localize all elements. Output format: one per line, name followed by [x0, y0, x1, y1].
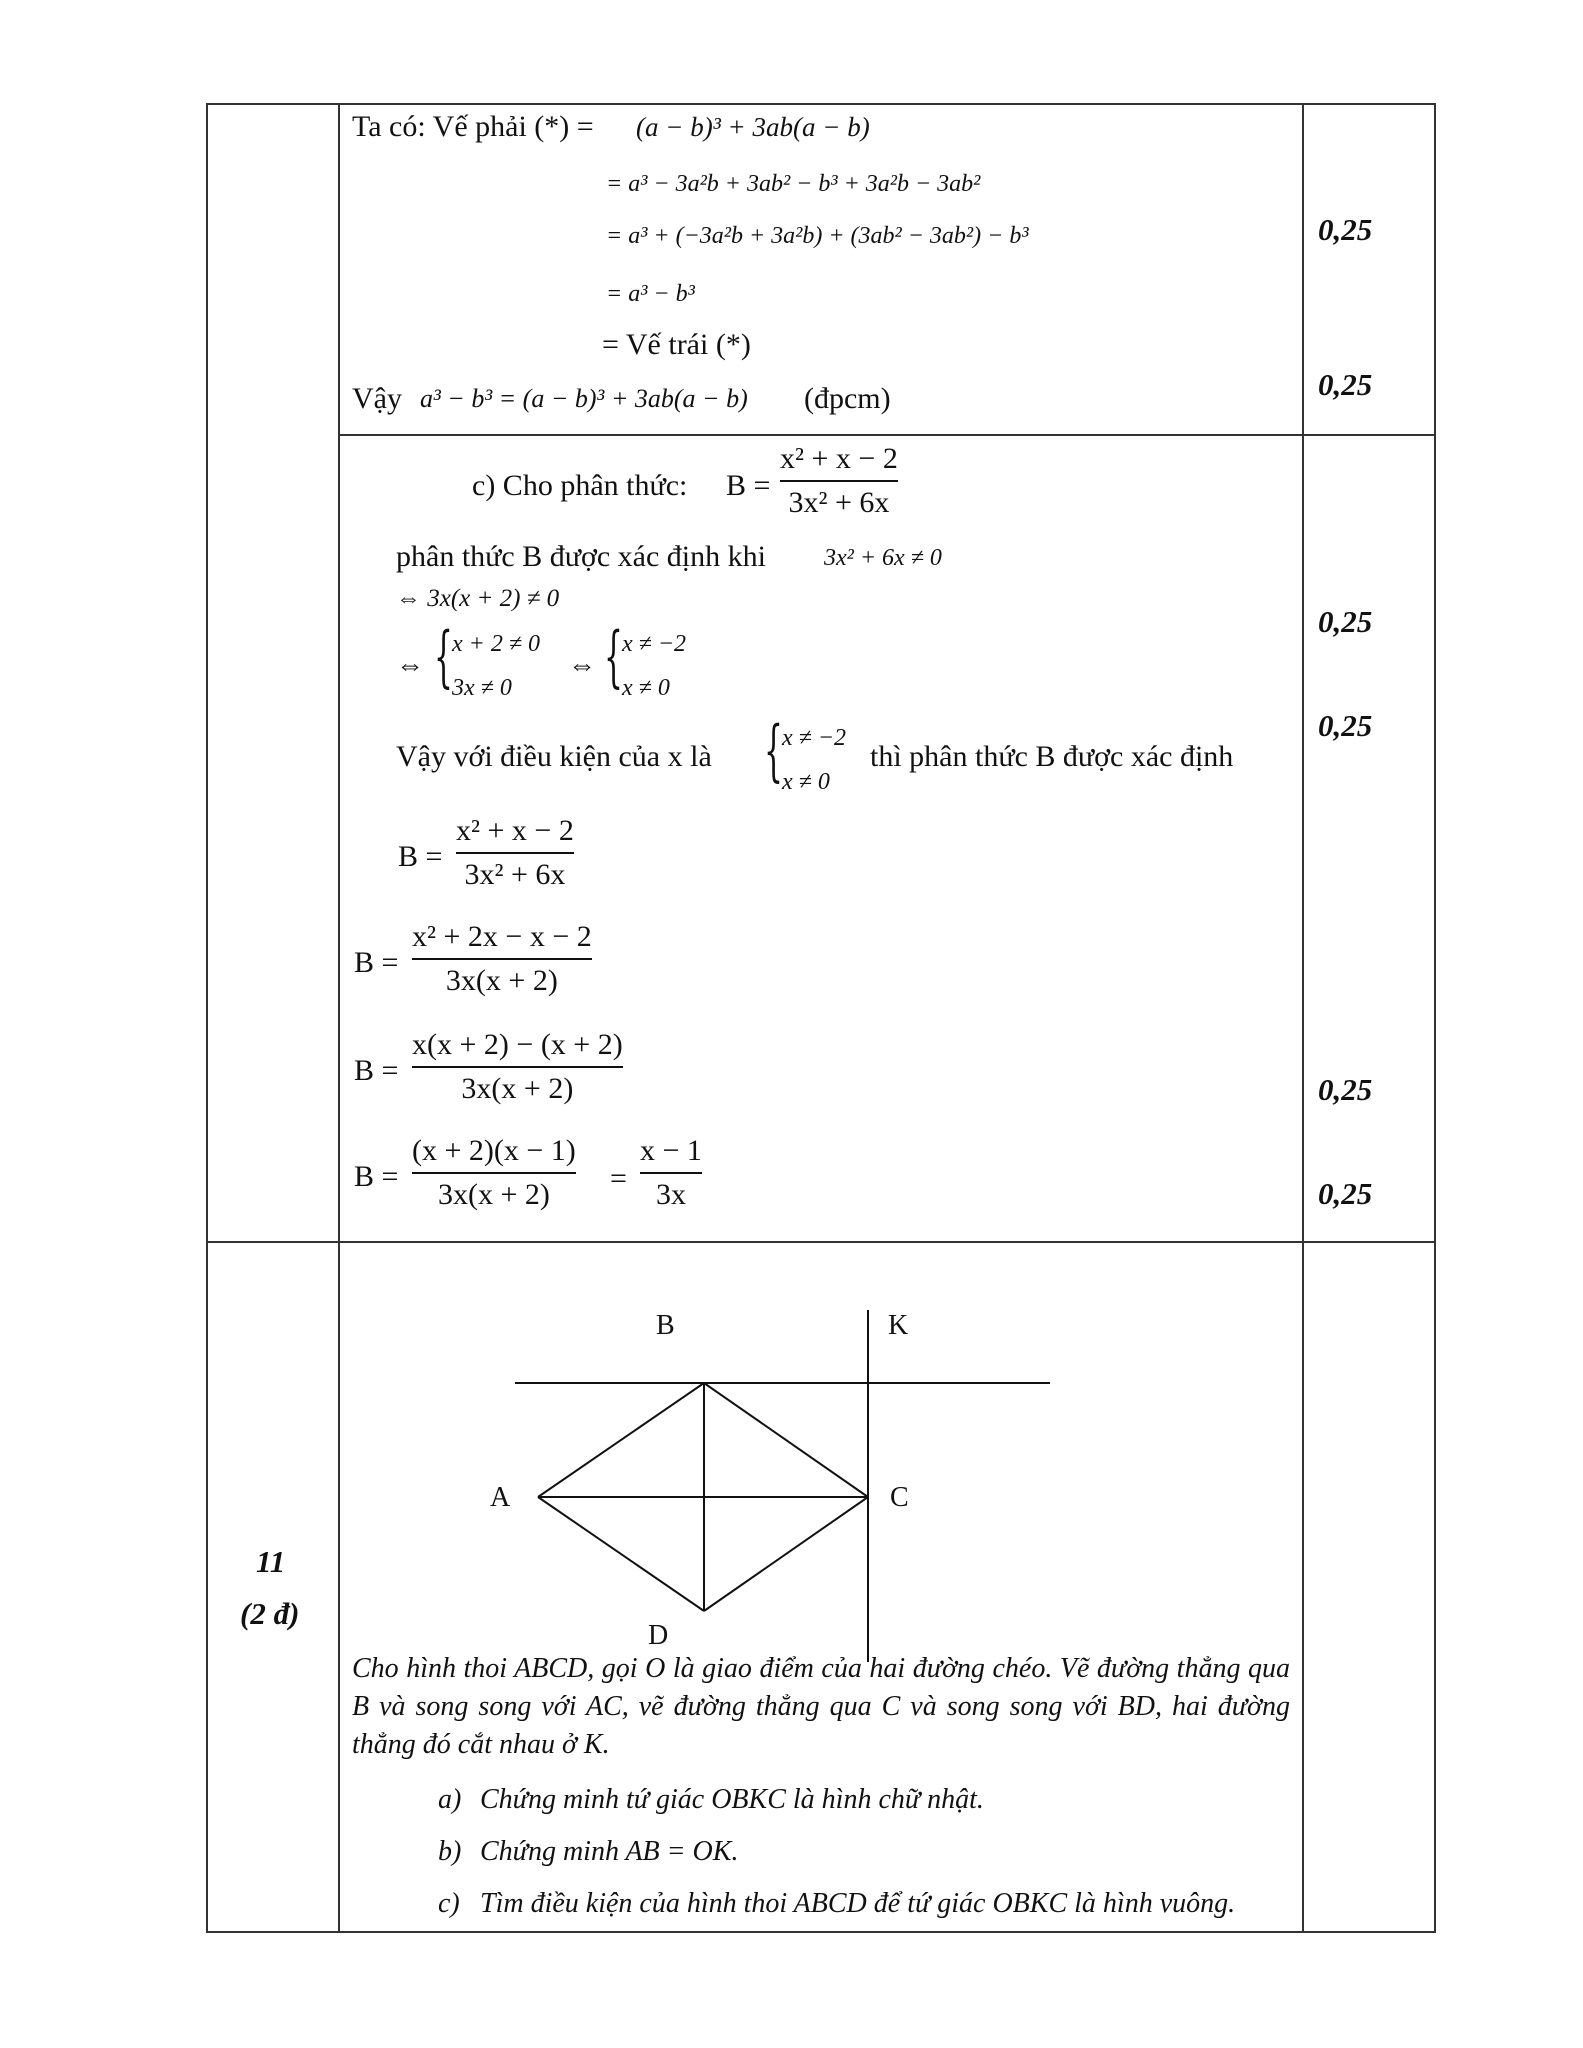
step3-fraction [412, 1026, 623, 1107]
step2-denominator: 3x(x + 2) [445, 963, 558, 997]
fraction-numerator: x² + x − 2 [780, 442, 898, 475]
row-divider-1 [338, 434, 1436, 436]
item-b-marker: b) [438, 1836, 462, 1867]
table-top-border [206, 103, 1436, 105]
part-b-line3: = a³ + (−3a²b + 3a²b) + (3ab² − 3ab²) − b³ [606, 223, 1029, 249]
item-b-text: Chứng minh AB = OK. [480, 1836, 739, 1867]
label-k: K [888, 1310, 909, 1341]
step1-bar [456, 852, 574, 854]
part-c-step1: ⇔ 3x(x + 2) ≠ 0 [396, 585, 560, 612]
question-points: (2 đ) [240, 1596, 300, 1631]
part-b-conclusion-label: Vậy [352, 382, 402, 415]
system-brace-1: { [434, 618, 453, 695]
part-c-cond-b: x ≠ 0 [782, 769, 830, 795]
part-c-iff-2: ⇔ [568, 650, 596, 681]
step3-denominator: 3x(x + 2) [461, 1071, 574, 1105]
step3-numerator: x(x + 2) − (x + 2) [412, 1028, 623, 1061]
step5-denominator: 3x [655, 1177, 686, 1211]
step4-numerator: (x + 2)(x − 1) [412, 1134, 576, 1167]
row-divider-2 [206, 1241, 1436, 1243]
step4-bar [412, 1172, 576, 1174]
part-b-line4: = a³ − b³ [606, 281, 695, 307]
part-b-line2: = a³ − 3a²b + 3ab² − b³ + 3a²b − 3ab² [606, 171, 981, 197]
item-a-text: Chứng minh tứ giác OBKC là hình chữ nhật. [480, 1784, 984, 1815]
part-c-intro: c) Cho phân thức: [472, 469, 688, 502]
part-b-conclusion-expr: a³ − b³ = (a − b)³ + 3ab(a − b) [420, 384, 748, 413]
system-brace-2: { [604, 618, 623, 695]
column-divider-2 [1302, 103, 1304, 1933]
step4-b-equals: B = [354, 1160, 399, 1193]
step4-fraction [412, 1132, 576, 1213]
score-b-1: 0,25 [1318, 212, 1373, 247]
question-number: 11 [256, 1544, 286, 1579]
label-d: D [648, 1620, 669, 1651]
rhombus-diagram [340, 1244, 1302, 1676]
step5-bar [640, 1172, 702, 1174]
part-c-fraction-b [780, 440, 898, 521]
side-da [538, 1497, 704, 1611]
part-c-condition-pre: Vậy với điều kiện của x là [396, 740, 712, 773]
step4-equals: = [610, 1162, 627, 1195]
label-a: A [490, 1482, 511, 1513]
step4-denominator: 3x(x + 2) [437, 1177, 550, 1211]
step5-fraction [640, 1132, 702, 1213]
part-c-sys1-a: x + 2 ≠ 0 [452, 631, 541, 657]
step2-fraction [412, 918, 592, 999]
step2-numerator: x² + 2x − x − 2 [412, 920, 592, 953]
step3-b-equals: B = [354, 1054, 399, 1087]
table-bottom-border [206, 1931, 1436, 1933]
step2-b-equals: B = [354, 946, 399, 979]
step3-bar [412, 1066, 623, 1068]
part-c-defined-text: phân thức B được xác định khi [396, 540, 766, 573]
label-c: C [890, 1482, 909, 1513]
item-c-marker: c) [438, 1888, 460, 1919]
part-b-line1-expr: (a − b)³ + 3ab(a − b) [636, 112, 870, 142]
system-brace-3: { [764, 712, 783, 789]
part-c-iff-1: ⇔ [396, 650, 424, 681]
step1-numerator: x² + x − 2 [456, 814, 574, 847]
side-bc [704, 1383, 868, 1497]
part-c-sys2-a: x ≠ −2 [622, 631, 687, 657]
part-c-sys1-b: 3x ≠ 0 [452, 675, 512, 701]
side-cd [704, 1497, 868, 1611]
table-left-border [206, 103, 208, 1933]
part-c-defined-expr: 3x² + 6x ≠ 0 [824, 545, 942, 571]
step1-b-equals: B = [398, 840, 443, 873]
part-c-cond-a: x ≠ −2 [782, 725, 847, 751]
step1-denominator: 3x² + 6x [464, 857, 566, 891]
part-b-line5: = Vế trái (*) [602, 328, 751, 361]
part-c-sys2-b: x ≠ 0 [622, 675, 670, 701]
score-c-4: 0,25 [1318, 1176, 1373, 1211]
item-a-marker: a) [438, 1784, 462, 1815]
table-right-border [1434, 103, 1436, 1933]
step5-numerator: x − 1 [640, 1134, 702, 1167]
score-c-3: 0,25 [1318, 1072, 1373, 1107]
problem-statement: Cho hình thoi ABCD, gọi O là giao điểm của hai đường chéo. Vẽ đường thẳng qua B và song song với AC, vẽ đường thẳng qua C và song song với BD, hai đường thẳng đó cắt nhau ở K. [352, 1653, 1290, 1760]
part-c-condition-post: thì phân thức B được xác định [870, 740, 1234, 773]
fraction-denominator: 3x² + 6x [788, 485, 890, 519]
fraction-bar [780, 480, 898, 482]
score-b-2: 0,25 [1318, 367, 1373, 402]
side-ab [538, 1383, 704, 1497]
score-c-1: 0,25 [1318, 604, 1373, 639]
step2-bar [412, 958, 592, 960]
part-b-conclusion-tag: (đpcm) [804, 382, 891, 415]
label-b: B [656, 1310, 675, 1341]
step1-fraction [456, 812, 574, 893]
score-c-2: 0,25 [1318, 708, 1373, 743]
part-c-b-equals: B = [726, 469, 771, 502]
item-c-text: Tìm điều kiện của hình thoi ABCD để tứ giác OBKC là hình vuông. [480, 1888, 1236, 1919]
part-b-line1-label: Ta có: Vế phải (*) = [352, 110, 594, 143]
